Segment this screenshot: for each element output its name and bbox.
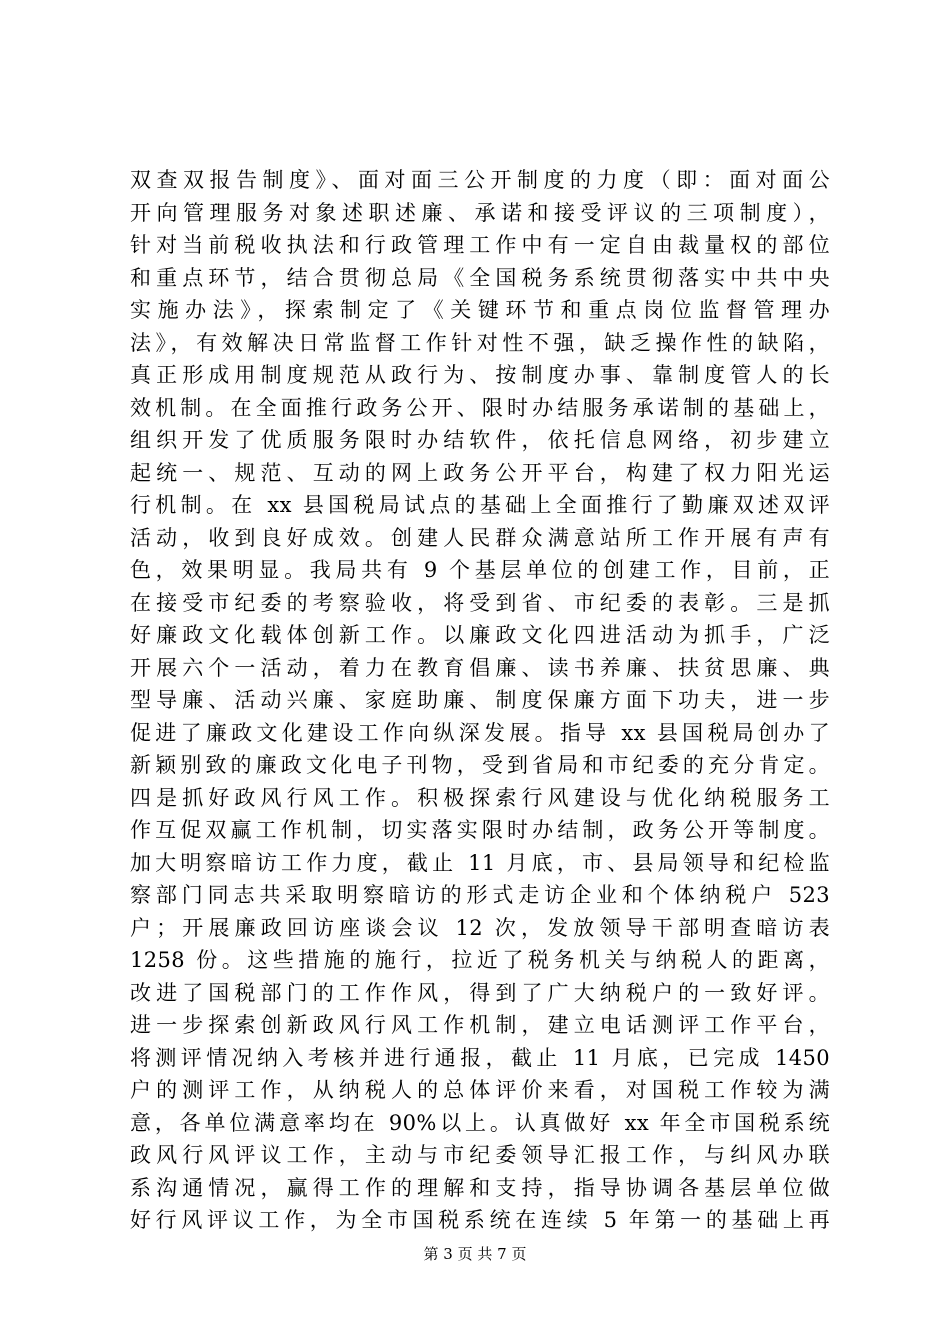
text-line: 行机制。在 xx 县国税局试点的基础上全面推行了勤廉双述双评 [130, 493, 830, 517]
text-line: 和重点环节，结合贯彻总局《全国税务系统贯彻落实中共中央 [130, 265, 830, 290]
text-line: 户的测评工作，从纳税人的总体评价来看，对国税工作较为满 [130, 1078, 830, 1102]
body-text [130, 164, 830, 1237]
text-line: 四是抓好政风行风工作。积极探索行风建设与优化纳税服务工 [130, 785, 830, 810]
text-line: 型导廉、活动兴廉、家庭助廉、制度保廉方面下功夫，进一步 [130, 688, 830, 712]
text-line: 真正形成用制度规范从政行为、按制度办事、靠制度管人的长 [130, 363, 830, 387]
text-line: 组织开发了优质服务限时办结软件，依托信息网络，初步建立 [130, 428, 830, 452]
text-line: 改进了国税部门的工作作风，得到了广大纳税户的一致好评。 [130, 980, 830, 1005]
text-line: 1258 份。这些措施的施行，拉近了税务机关与纳税人的距离， [130, 948, 830, 972]
text-line: 进一步探索创新政风行风工作机制，建立电话测评工作平台， [130, 1013, 830, 1037]
text-line: 开展六个一活动，着力在教育倡廉、读书养廉、扶贫思廉、典 [130, 655, 830, 680]
text-line: 政风行风评议工作，主动与市纪委领导汇报工作，与纠风办联 [130, 1143, 830, 1167]
text-line: 针对当前税收执法和行政管理工作中有一定自由裁量权的部位 [130, 233, 830, 257]
text-line: 作互促双赢工作机制，切实落实限时办结制，政务公开等制度。 [130, 818, 830, 842]
text-line: 好廉政文化载体创新工作。以廉政文化四进活动为抓手，广泛 [130, 623, 830, 647]
text-line: 意，各单位满意率均在 90%以上。认真做好 xx 年全市国税系统 [130, 1110, 830, 1135]
text-line: 法》，有效解决日常监督工作针对性不强，缺乏操作性的缺陷， [130, 330, 830, 355]
text-line: 好行风评议工作，为全市国税系统在连续 5 年第一的基础上再 [130, 1208, 830, 1232]
text-line: 活动，收到良好成效。创建人民群众满意站所工作开展有声有 [130, 525, 830, 550]
text-line: 在接受市纪委的考察验收，将受到省、市纪委的表彰。三是抓 [130, 590, 830, 615]
text-line: 户；开展廉政回访座谈会议 12 次，发放领导干部明查暗访表 [130, 915, 830, 940]
text-line: 色，效果明显。我局共有 9 个基层单位的创建工作，目前，正 [130, 558, 830, 582]
text-line: 实施办法》，探索制定了《关键环节和重点岗位监督管理办 [130, 298, 830, 322]
text-line: 效机制。在全面推行政务公开、限时办结服务承诺制的基础上， [130, 395, 830, 420]
text-line: 将测评情况纳入考核并进行通报，截止 11 月底，已完成 1450 [130, 1045, 830, 1070]
text-line: 察部门同志共采取明察暗访的形式走访企业和个体纳税户 523 [130, 883, 830, 907]
text-line: 起统一、规范、互动的网上政务公开平台，构建了权力阳光运 [130, 460, 830, 485]
text-line: 促进了廉政文化建设工作向纵深发展。指导 xx 县国税局创办了 [130, 720, 830, 745]
text-line: 开向管理服务对象述职述廉、承诺和接受评议的三项制度）， [130, 200, 830, 225]
text-line: 系沟通情况，赢得工作的理解和支持，指导协调各基层单位做 [130, 1175, 830, 1200]
text-line: 加大明察暗访工作力度，截止 11 月底，市、县局领导和纪检监 [130, 850, 830, 875]
text-line: 双查双报告制度》、面对面三公开制度的力度（即：面对面公 [130, 168, 830, 192]
text-line: 新颖别致的廉政文化电子刊物，受到省局和市纪委的充分肯定。 [130, 753, 830, 777]
page-footer: 第 3 页 共 7 页 [423, 1245, 527, 1263]
